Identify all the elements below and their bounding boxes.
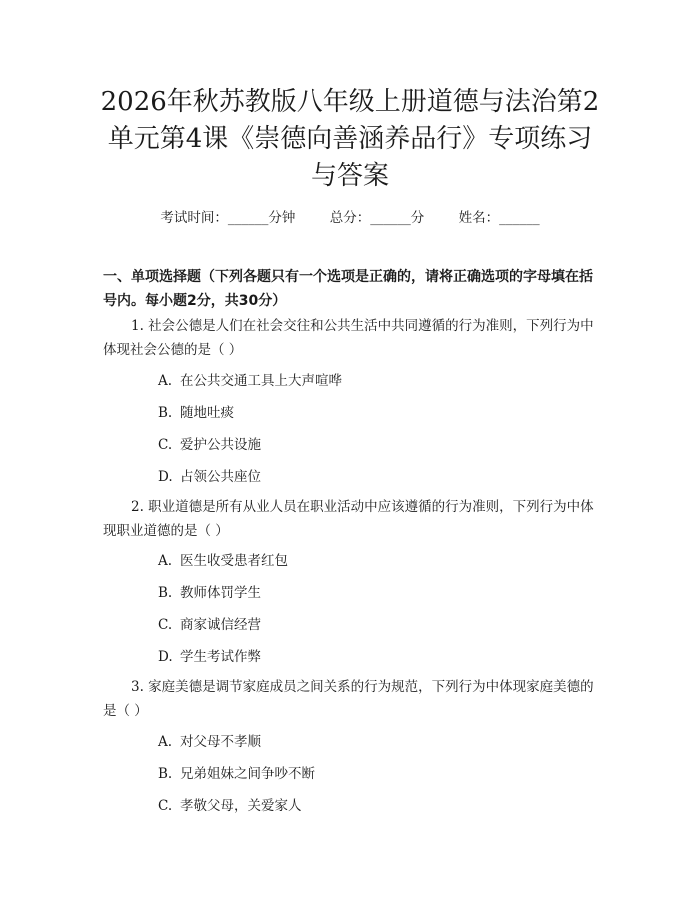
option-text: 随地吐痰	[180, 405, 234, 421]
option-letter: B.	[158, 585, 173, 601]
option-letter: C.	[158, 798, 173, 814]
option-text: 教师体罚学生	[180, 585, 261, 601]
document-title: 2026年秋苏教版八年级上册道德与法治第2单元第4课《崇德向善涵养品行》专项练习与答案	[100, 87, 600, 191]
option-text: 对父母不孝顺	[180, 734, 261, 750]
option-letter: D.	[158, 649, 173, 665]
option-letter: C.	[158, 617, 173, 633]
total-score-field: 总分：______分	[329, 210, 425, 226]
option-text: 孝敬父母，关爱家人	[180, 798, 302, 814]
student-name-field: 姓名：______	[458, 210, 540, 226]
question-1-stem: 1. 社会公德是人们在社会交往和公共生活中共同遵循的行为准则，下列行为中体现社会公德的是（ ）	[103, 318, 594, 358]
option-text: 在公共交通工具上大声喧哗	[180, 373, 342, 389]
exam-time-field: 考试时间：______分钟	[160, 210, 296, 226]
question-3-option-a	[158, 732, 261, 752]
question-1-option-d	[158, 467, 261, 487]
question-1-option-b	[158, 403, 234, 423]
question-2-option-c	[158, 615, 261, 635]
option-text: 医生收受患者红包	[180, 553, 288, 569]
question-2-stem: 2. 职业道德是所有从业人员在职业活动中应该遵循的行为准则，下列行为中体现职业道德的是（ ）	[103, 499, 594, 539]
option-text: 兄弟姐妹之间争吵不断	[180, 766, 315, 782]
option-letter: A.	[158, 373, 173, 389]
option-letter: A.	[158, 734, 173, 750]
option-text: 商家诚信经营	[180, 617, 261, 633]
question-3-option-c	[158, 796, 302, 816]
option-text: 占领公共座位	[180, 469, 261, 485]
option-text: 学生考试作弊	[180, 649, 261, 665]
option-letter: D.	[158, 469, 173, 485]
question-3-stem: 3. 家庭美德是调节家庭成员之间关系的行为规范，下列行为中体现家庭美德的是（ ）	[103, 679, 594, 719]
exam-info-line	[0, 206, 700, 226]
question-3-option-b	[158, 764, 315, 784]
option-letter: B.	[158, 766, 173, 782]
question-1-option-a	[158, 371, 342, 391]
option-text: 爱护公共设施	[180, 437, 261, 453]
section-heading: 一、单项选择题（下列各题只有一个选项是正确的，请将正确选项的字母填在括号内。每小题2分，共30分）	[103, 269, 593, 309]
question-2-option-d	[158, 647, 261, 667]
question-1-option-c	[158, 435, 261, 455]
option-letter: C.	[158, 437, 173, 453]
option-letter: A.	[158, 553, 173, 569]
question-2-option-a	[158, 551, 288, 571]
option-letter: B.	[158, 405, 173, 421]
question-2-option-b	[158, 583, 261, 603]
